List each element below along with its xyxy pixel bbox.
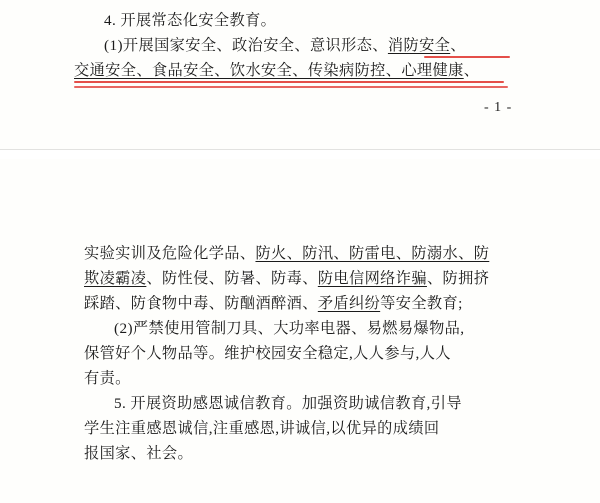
text-line: (2)严禁使用管制刀具、大功率电器、易燃易爆物品, (114, 320, 465, 337)
bottom-paragraph-line-3 (84, 291, 463, 316)
text-line: 报国家、社会。 (84, 445, 194, 462)
red-underline-line2 (424, 56, 510, 58)
top-paragraph-line-2 (104, 33, 466, 58)
bottom-paragraph-line-6 (84, 366, 131, 391)
red-underline-line3-secondary (74, 86, 508, 88)
bottom-paragraph-line-7 (84, 391, 462, 416)
bottom-paragraph-line-1 (84, 241, 489, 266)
red-underline-line3 (74, 81, 504, 83)
bottom-paragraph-line-5 (84, 341, 451, 366)
text-line: 交通安全、食品安全、饮水安全、传染病防控、心理健康、 (74, 62, 480, 79)
text-line: (1)开展国家安全、政治安全、意识形态、消防安全、 (104, 37, 466, 54)
bottom-paragraph-line-9 (84, 441, 193, 466)
bottom-paragraph-line-2 (84, 266, 489, 291)
text-line: 学生注重感恩诚信,注重感恩,讲诚信,以优异的成绩回 (84, 420, 440, 437)
scanned-page-top (0, 0, 600, 149)
top-paragraph-line-1 (104, 8, 276, 33)
top-paragraph-line-3 (74, 58, 479, 83)
text-line: 欺凌霸凌、防性侵、防暑、防毒、防电信网络诈骗、防拥挤 (84, 270, 490, 287)
text-line: 4. 开展常态化安全教育。 (104, 12, 277, 29)
page-number: - 1 - (484, 100, 513, 115)
bottom-paragraph-line-8 (84, 416, 440, 441)
scanned-page-bottom (0, 159, 600, 503)
text-line: 有责。 (84, 370, 131, 387)
bottom-paragraph-line-4 (84, 316, 464, 341)
text-line: 实验实训及危险化学品、防火、防汛、防雷电、防溺水、防 (84, 245, 490, 262)
text-line: 踩踏、防食物中毒、防酗酒醉酒、矛盾纠纷等安全教育; (84, 295, 463, 312)
text-line: 5. 开展资助感恩诚信教育。加强资助诚信教育,引导 (114, 395, 462, 412)
text-line: 保管好个人物品等。维护校园安全稳定,人人参与,人人 (84, 345, 451, 362)
